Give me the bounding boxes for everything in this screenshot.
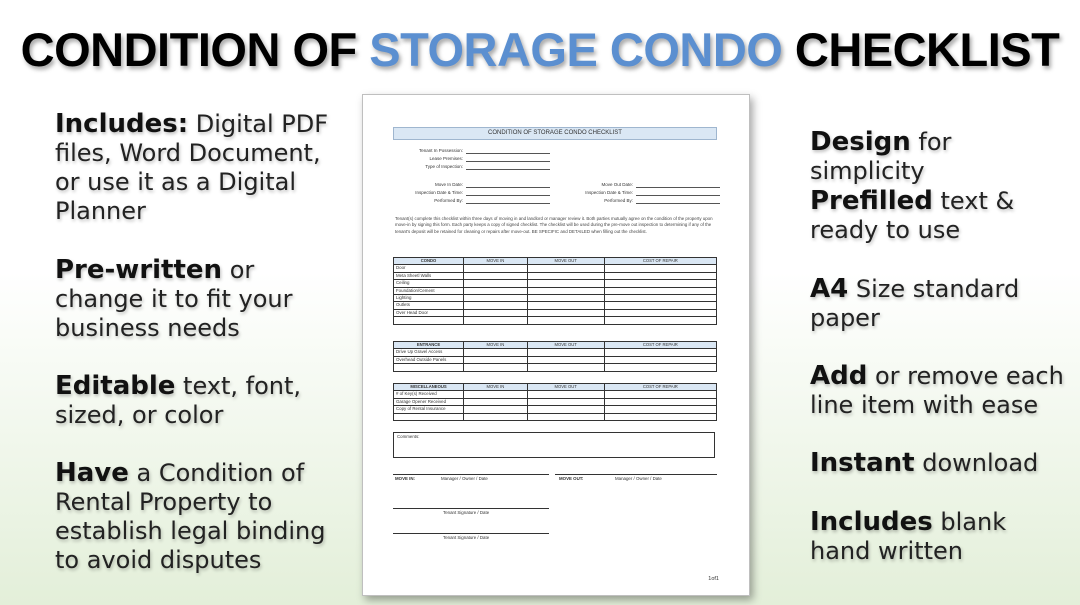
feature-includes-blank: Includes blank hand written — [810, 507, 1007, 565]
table-row — [394, 364, 717, 371]
feature-have: Have a Condition of Rental Property to establish legal binding to avoid disputes — [55, 458, 326, 574]
table-row: Door — [394, 265, 717, 272]
table-row: Foundation/Cement — [394, 287, 717, 294]
title-highlight: STORAGE CONDO — [369, 23, 783, 76]
table-misc: MISCELLANEOUS MOVE IN MOVE OUT COST OF REPAIR # of Key(s) Received Garage Opener Received Copy of Rental Insurance — [393, 383, 717, 421]
move-in-label: MOVE IN: — [395, 476, 416, 481]
table-condo: CONDO MOVE IN MOVE OUT COST OF REPAIR Door Meta Sheetl Walls Ceiling Foundation/Cement Lighting Outlets Over Head Door — [393, 257, 717, 325]
table-row: Outlets — [394, 302, 717, 309]
document-preview: CONDITION OF STORAGE CONDO CHECKLIST Tenant In Possession: Lease Premises: Type of Inspection: Move In Date: Inspection Date & Time: Performed By: Move Out Date: Inspection Date & Time: Performed By: Tenant(s) complete this checklist within three days of moving in and landlord or manager review it. Both parties mutually agree on the condition of the property upon move-in by signing this form. Each party keeps a copy of signed checklist. The checklist will be used during the pre-move out inspection to determining if any of the tenant's deposit will be retained for cleaning or repairs after move-out. BE SPECIFIC and DETAILED when filling out the checklist. CONDO MOVE IN MOVE OUT COST OF REPAIR Door Meta Sheetl Walls Ceiling Foundation/Cement Lighting Outlets Over Head Door ENTRANCE MOVE IN MOVE OUT COST OF REPAIR Drive Up Gravel Access Overhead Outside Panels MISCELLANEOUS MOVE IN MOVE OUT COST OF REPAIR # of Key(s) Received Garage Opener Received Copy of Rental Insurance Comments: MOVE IN: Manager / Owner / Date MOVE OUT: Manager / Owner / Date Tenant Signature / Date Tenant Signature / Date 1of1 — [362, 94, 750, 596]
feature-a4: A4 Size standard paper — [810, 274, 1020, 332]
feature-pre-written: Pre-written or change it to fit your business needs — [55, 255, 293, 342]
doc-paragraph: Tenant(s) complete this checklist within three days of moving in and landlord or manager review it. Both parties mutually agree on the condition of the property upon move-in by signing this form. Each party keeps a copy of signed checklist. The checklist will be used during the pre-move out inspection to determining if any of the tenant's deposit will be retained for cleaning or repairs after move-out. BE SPECIFIC and DETAILED when filling out the checklist. — [395, 216, 713, 234]
feature-add: Add or remove each line item with ease — [810, 361, 1064, 419]
table-row: Drive Up Gravel Access — [394, 349, 717, 356]
table-entrance: ENTRANCE MOVE IN MOVE OUT COST OF REPAIR Drive Up Gravel Access Overhead Outside Panels — [393, 341, 717, 372]
table-row: Copy of Rental Insurance — [394, 406, 717, 413]
table-row: Over Head Door — [394, 309, 717, 316]
table-row — [394, 317, 717, 324]
feature-instant: Instant download — [810, 448, 1039, 478]
page-number: 1of1 — [708, 576, 719, 582]
manager-left: Manager / Owner / Date — [441, 476, 488, 481]
manager-right: Manager / Owner / Date — [615, 476, 662, 481]
tenant-signature-2: Tenant Signature / Date — [443, 535, 490, 540]
move-out-label: MOVE OUT: — [559, 476, 584, 481]
table-row: # of Key(s) Received — [394, 391, 717, 398]
table-row: Meta Sheetl Walls — [394, 272, 717, 279]
tenant-signature-1: Tenant Signature / Date — [443, 510, 490, 515]
table-row — [394, 413, 717, 420]
doc-title: CONDITION OF STORAGE CONDO CHECKLIST — [393, 127, 717, 140]
table-row: Garage Opener Received — [394, 398, 717, 405]
table-row: Ceiling — [394, 280, 717, 287]
table-row: Overhead Outside Panels — [394, 356, 717, 363]
page-title: CONDITION OF STORAGE CONDO CHECKLIST — [20, 23, 1060, 76]
feature-design: Design for simplicity — [810, 127, 952, 185]
table-row: Lighting — [394, 295, 717, 302]
feature-editable: Editable text, font, sized, or color — [55, 371, 302, 429]
feature-includes: Includes: Digital PDF files, Word Document, or use it as a Digital Planner — [55, 109, 328, 225]
comments-box: Comments: — [393, 432, 715, 458]
feature-prefilled: Prefilled text & ready to use — [810, 186, 1015, 244]
